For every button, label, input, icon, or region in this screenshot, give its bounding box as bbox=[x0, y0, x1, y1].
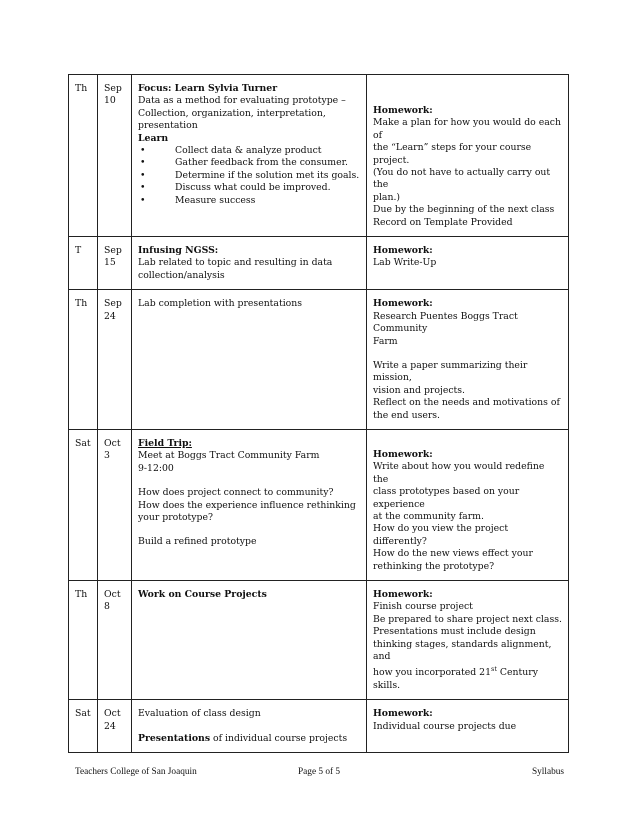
homework-line: rethinking the prototype? bbox=[373, 560, 495, 572]
date-month: Sep bbox=[104, 245, 122, 257]
spacer bbox=[138, 721, 360, 733]
focus-line: Data as a method for evaluating prototype – bbox=[138, 95, 346, 107]
homework-label: Homework: bbox=[373, 298, 433, 310]
table-row bbox=[69, 290, 569, 430]
homework-line: Lab Write-Up bbox=[373, 257, 437, 269]
homework-line: class prototypes based on your experience bbox=[373, 486, 520, 510]
activity-line: Lab related to topic and resulting in data bbox=[138, 257, 333, 269]
date-day: 24 bbox=[104, 310, 116, 322]
homework-line: How do you view the project differently? bbox=[373, 523, 509, 547]
homework-line bbox=[373, 663, 562, 692]
activity-line: How does project connect to community? bbox=[138, 487, 334, 499]
homework-cell bbox=[367, 237, 569, 290]
course-schedule-table bbox=[68, 74, 569, 753]
activity-cell bbox=[132, 429, 367, 580]
list-item: • Gather feedback from the consumer. bbox=[138, 157, 360, 169]
date-month: Oct bbox=[104, 708, 121, 720]
homework-line: Reflect on the needs and motivations of bbox=[373, 397, 560, 409]
homework-cell bbox=[367, 290, 569, 430]
footer-document-type: Syllabus bbox=[531, 767, 564, 777]
activity-title: Field Trip: bbox=[138, 437, 192, 449]
activity-line bbox=[138, 733, 360, 745]
homework-line: Be prepared to share project next class. bbox=[373, 613, 562, 625]
table-row bbox=[69, 237, 569, 290]
ordinal-suffix: st bbox=[491, 665, 497, 674]
homework-line: Due by the beginning of the next class bbox=[373, 204, 555, 216]
homework-line: vision and projects. bbox=[373, 384, 465, 396]
activity-cell bbox=[132, 700, 367, 753]
activity-line: 9-12:00 bbox=[138, 462, 174, 474]
table-row bbox=[69, 429, 569, 580]
day-cell: Th bbox=[69, 290, 98, 430]
focus-line: presentation bbox=[138, 120, 198, 132]
date-day: 15 bbox=[104, 257, 116, 269]
homework-label: Homework: bbox=[373, 105, 433, 116]
date-day: 10 bbox=[104, 95, 116, 107]
date-cell bbox=[98, 237, 132, 290]
homework-line: Write a paper summarizing their mission, bbox=[373, 359, 528, 384]
list-item: • Collect data & analyze product bbox=[138, 145, 360, 157]
footer-institution: Teachers College of San Joaquin bbox=[75, 767, 197, 777]
date-cell bbox=[98, 290, 132, 430]
activity-cell bbox=[132, 75, 367, 237]
presentations-label: Presentations bbox=[138, 732, 211, 744]
homework-line: Write about how you would redefine the bbox=[373, 461, 545, 485]
date-month: Oct bbox=[104, 437, 121, 449]
table-row bbox=[69, 75, 569, 237]
homework-line: Make a plan for how you would do each of bbox=[373, 117, 561, 141]
homework-cell bbox=[367, 581, 569, 700]
activity-line: Meet at Boggs Tract Community Farm bbox=[138, 450, 320, 462]
activity-text: of individual course projects bbox=[210, 732, 348, 744]
homework-line: the “Learn” steps for your course project. bbox=[373, 142, 532, 166]
activity-title: Infusing NGSS: bbox=[138, 245, 219, 257]
activity-line: collection/analysis bbox=[138, 269, 225, 281]
focus-title: Focus: Learn Sylvia Turner bbox=[138, 83, 278, 94]
homework-label: Homework: bbox=[373, 448, 433, 460]
homework-label: Homework: bbox=[373, 245, 433, 257]
activity-line: Build a refined prototype bbox=[138, 536, 257, 548]
homework-line: thinking stages, standards alignment, and bbox=[373, 638, 552, 663]
activity-title: Work on Course Projects bbox=[138, 589, 267, 600]
homework-label: Homework: bbox=[373, 589, 433, 600]
homework-line: Farm bbox=[373, 335, 398, 347]
date-day: 24 bbox=[104, 720, 116, 732]
activity-cell bbox=[132, 290, 367, 430]
spacer bbox=[373, 348, 562, 360]
homework-line: at the community farm. bbox=[373, 510, 484, 522]
list-item: • Discuss what could be improved. bbox=[138, 182, 360, 194]
learn-steps-list bbox=[138, 145, 360, 207]
homework-line: Research Puentes Boggs Tract Community bbox=[373, 310, 518, 335]
date-day: 3 bbox=[104, 450, 110, 462]
date-day: 8 bbox=[104, 601, 110, 613]
homework-cell bbox=[367, 429, 569, 580]
homework-line: Presentations must include design bbox=[373, 626, 536, 638]
activity-line: How does the experience influence rethinking bbox=[138, 499, 356, 511]
homework-cell bbox=[367, 75, 569, 237]
spacer bbox=[138, 475, 360, 487]
homework-line: (You do not have to actually carry out the bbox=[373, 167, 551, 191]
activity-line: Lab completion with presentations bbox=[138, 298, 303, 310]
homework-label: Homework: bbox=[373, 708, 433, 720]
homework-cell bbox=[367, 700, 569, 753]
homework-line: Finish course project bbox=[373, 601, 473, 613]
focus-line: Collection, organization, interpretation, bbox=[138, 107, 326, 119]
date-month: Sep bbox=[104, 298, 122, 310]
table-row bbox=[69, 581, 569, 700]
footer-page-number: Page 5 of 5 bbox=[298, 767, 341, 777]
spacer bbox=[138, 524, 360, 536]
date-month: Sep bbox=[104, 83, 122, 94]
homework-line: Individual course projects due bbox=[373, 720, 517, 732]
day-cell: Th bbox=[69, 75, 98, 237]
date-month: Oct bbox=[104, 589, 121, 600]
list-item: • Measure success bbox=[138, 195, 360, 207]
learn-label: Learn bbox=[138, 132, 169, 144]
homework-line: the end users. bbox=[373, 409, 441, 421]
date-cell bbox=[98, 581, 132, 700]
homework-text: how you incorporated 21 bbox=[373, 667, 492, 679]
day-cell: T bbox=[69, 237, 98, 290]
date-cell bbox=[98, 429, 132, 580]
table-row bbox=[69, 700, 569, 753]
date-cell bbox=[98, 700, 132, 753]
day-cell: Sat bbox=[69, 700, 98, 753]
activity-line: Evaluation of class design bbox=[138, 708, 261, 720]
activity-line: your prototype? bbox=[138, 511, 213, 523]
activity-cell bbox=[132, 237, 367, 290]
homework-line: How do the new views effect your bbox=[373, 548, 533, 560]
activity-cell bbox=[132, 581, 367, 700]
day-cell: Sat bbox=[69, 429, 98, 580]
date-cell bbox=[98, 75, 132, 237]
day-cell: Th bbox=[69, 581, 98, 700]
list-item: • Determine if the solution met its goals. bbox=[138, 170, 360, 182]
homework-line: Record on Template Provided bbox=[373, 216, 513, 228]
homework-line: plan.) bbox=[373, 191, 401, 203]
homework-text: Century skills. bbox=[373, 667, 538, 691]
